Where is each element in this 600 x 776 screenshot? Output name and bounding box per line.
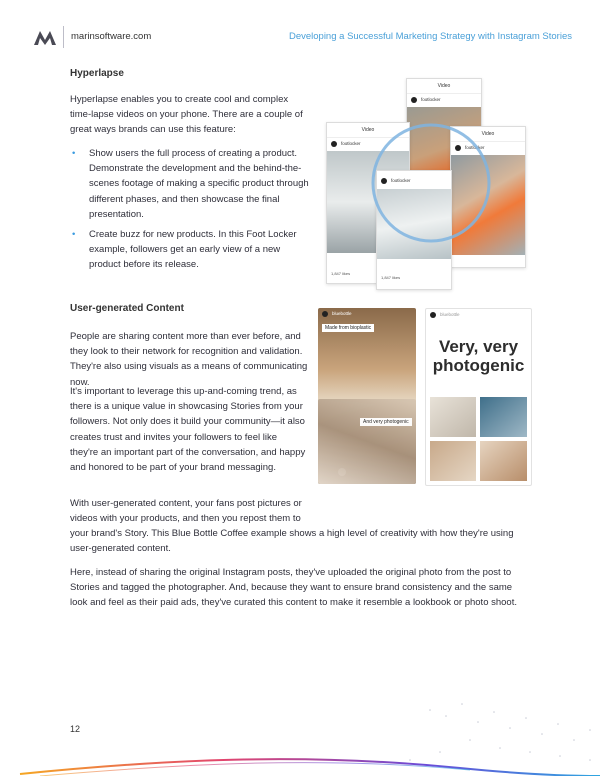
grid-photo — [480, 441, 527, 481]
ugc-paragraph-3-line-2: videos with your products, and then you repost them to — [70, 513, 301, 524]
phone-user: footlocker — [451, 142, 525, 154]
grid-photo — [430, 441, 476, 481]
grid-photo — [430, 397, 476, 437]
ugc-paragraph-4: Here, instead of sharing the original Instagram posts, they've uploaded the original photo from the post to Stories and tagged the photographer. And, because they want to ensure brand consistency and the same look and feel as their paid ads, they've curated this content to make it resemble a lookbook or photo shoot. — [70, 567, 517, 609]
story-caption: Made from bioplastic — [322, 324, 374, 332]
story-caption: And very photogenic — [360, 418, 412, 426]
phone-title: Video — [327, 123, 409, 138]
hyperlapse-phone-collage — [326, 78, 526, 290]
phone-title: Video — [407, 79, 481, 94]
ugc-paragraph-2: It's important to leverage this up-and-coming trend, as there is a unique value in showcasing Stories from your followers. Not only does it build your community—it also creates trust and invites your followers to feel like they're an important part of the conversation, and happy and honored to be part of your brand messaging. — [70, 386, 306, 474]
bullet-item: • Create buzz for new products. In this Foot Locker example, followers get an early view of a new product before its release. — [72, 229, 297, 271]
likes-count: 1,847 likes — [381, 275, 401, 280]
ugc-paragraph-3-rest: your brand's Story. This Blue Bottle Coffee example shows a high level of creativity with how they're using user-generated content. — [70, 528, 514, 555]
hyperlapse-intro: Hyperlapse enables you to create cool and complex time-lapse videos on your phone. There are a couple of great ways brands can use this feature: — [70, 94, 303, 136]
document-title: Developing a Successful Marketing Strategy with Instagram Stories — [288, 31, 572, 42]
site-url[interactable]: marinsoftware.com — [71, 31, 152, 42]
hyperlapse-circle-icon — [366, 118, 496, 248]
phone-user: footlocker — [327, 138, 409, 150]
story-user: bluebottle — [426, 309, 531, 321]
phone-title: Video — [451, 127, 525, 142]
ugc-heading: User-generated Content — [70, 303, 184, 314]
page-number: 12 — [70, 724, 81, 734]
hyperlapse-heading: Hyperlapse — [70, 68, 124, 79]
ugc-paragraph-1: People are sharing content more than ever before, and they look to their network for recognition and validation. They're also using visuals as a means of communicating now. — [70, 331, 308, 388]
phone-user: footlocker — [377, 175, 451, 187]
bullet-dot: • — [72, 148, 76, 159]
decorative-wave — [0, 690, 600, 776]
phone-user: footlocker — [407, 94, 481, 106]
likes-count: 1,847 likes — [331, 271, 351, 276]
hyperlapse-bullets — [70, 146, 313, 273]
story-headline: Very, very photogenic — [432, 337, 525, 375]
story-user: bluebottle — [318, 308, 416, 320]
story-image-photogenic — [318, 399, 416, 484]
bullet-dot: • — [72, 229, 76, 241]
header-divider — [63, 26, 64, 48]
story-lookbook-grid — [425, 308, 532, 486]
grid-photo — [480, 397, 527, 437]
ugc-paragraph-3-line-1: With user-generated content, your fans post pictures or — [70, 498, 302, 509]
marin-logo-icon — [34, 31, 56, 45]
bullet-item: • Show users the full process of creating a product. Demonstrate the development and the behind-the-scenes footage of making a specific product through different phases, and then showcase the final presentation. — [72, 148, 309, 220]
